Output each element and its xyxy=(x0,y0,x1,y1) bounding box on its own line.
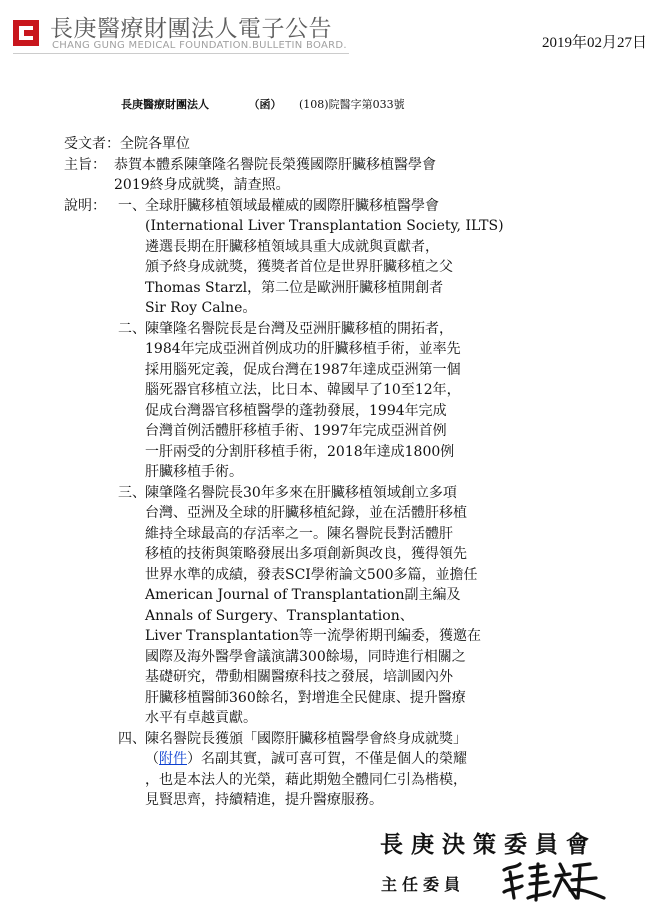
item-number: 一、 xyxy=(118,197,146,214)
item-line: 促成台灣器官移植醫學的蓬勃發展，1994年完成 xyxy=(145,402,447,419)
item-line: 全球肝臟移植領域最權威的國際肝臟移植醫學會 xyxy=(145,197,439,214)
subject-content xyxy=(114,155,534,196)
signature-committee: 長庚決策委員會 xyxy=(380,831,597,858)
item-line: 遴選長期在肝臟移植領域具重大成就與貢獻者， xyxy=(145,238,439,255)
handwritten-signature xyxy=(500,858,610,904)
subject-line: 2019終身成就獎，請查照。 xyxy=(114,177,290,193)
paren-open: （ xyxy=(145,751,159,767)
bulletin-date: 2019年02月27日 xyxy=(541,35,647,51)
recipient-value: 全院各單位 xyxy=(120,136,190,152)
item-line: 1984年完成亞洲首例成功的肝臟移植手術，並率先 xyxy=(145,341,461,357)
item-line: 陳名譽院長獲頒「國際肝臟移植醫學會終身成就獎」 xyxy=(145,730,467,747)
explanation-item-3 xyxy=(118,483,534,729)
item-line: 移植的技術與策略發展出多項創新與改良，獲得領先 xyxy=(145,546,467,562)
org-name-en: CHANG GUNG MEDICAL FOUNDATION.BULLETIN BOARD. xyxy=(52,40,347,51)
item-line: ，也是本法人的光榮，藉此期勉全體同仁引為楷模， xyxy=(145,771,467,788)
subject-row xyxy=(64,155,534,196)
item-line-with-link xyxy=(145,749,534,770)
item-line: 基礎研究，帶動相關醫療科技之發展，培訓國內外 xyxy=(145,669,453,685)
explanation-item-1 xyxy=(64,196,534,319)
item-line: 維持全球最高的存活率之一。陳名譽院長對活體肝 xyxy=(145,525,453,542)
org-name-cn: 長庚醫療財團法人電子公告 xyxy=(50,16,332,42)
item-line: 台灣首例活體肝移植手術、1997年完成亞洲首例 xyxy=(145,423,447,439)
item-line: 肝臟移植醫師360餘名，對增進全民健康、提升醫療 xyxy=(145,689,466,706)
explanation-section xyxy=(64,196,534,811)
item-line: 一肝兩受的分割肝移植手術，2018年達成1800例 xyxy=(145,443,455,460)
subject-label: 主旨： xyxy=(64,156,106,173)
item-number: 三、 xyxy=(118,484,146,501)
item-text xyxy=(145,729,534,811)
reference-number: (108)院醫字第033號 xyxy=(299,98,405,111)
signature-title: 主任委員 xyxy=(381,875,466,894)
item-line: Sir Roy Calne。 xyxy=(145,300,257,316)
subject-line: 恭賀本體系陳肇隆名譽院長榮獲國際肝臟移植醫學會 xyxy=(114,156,436,173)
reference-line xyxy=(121,96,405,112)
item-line: 見賢思齊，持續精進，提升醫療服務。 xyxy=(145,792,383,808)
explanation-item-2 xyxy=(118,319,534,483)
recipient-row xyxy=(64,134,534,155)
item-number: 四、 xyxy=(118,730,146,747)
item-line: 腦死器官移植立法，比日本、韓國早了10至12年， xyxy=(145,382,461,398)
item-line: 陳肇隆名譽院長30年多來在肝臟移植領域創立多項 xyxy=(145,484,457,501)
item-line: 國際及海外醫學會議演講300餘場，同時進行相關之 xyxy=(145,648,466,665)
item-text xyxy=(145,319,534,483)
item-text xyxy=(145,196,534,319)
bulletin-header xyxy=(0,0,669,60)
recipient-label: 受文者： xyxy=(64,136,120,152)
item-line: 台灣、亞洲及全球的肝臟移植紀錄，並在活體肝移植 xyxy=(145,505,467,521)
reference-doc-type: （函） xyxy=(248,98,282,111)
item-line: (International Liver Transplantation Society, ILTS) xyxy=(145,218,504,234)
item-line: 頒予終身成就獎，獲獎者首位是世界肝臟移植之父 xyxy=(145,259,453,275)
attachment-link[interactable]: 附件 xyxy=(159,751,187,767)
reference-org: 長庚醫療財團法人 xyxy=(121,98,209,111)
document-body xyxy=(64,134,534,811)
header-divider xyxy=(13,53,349,54)
item-line: Annals of Surgery、Transplantation、 xyxy=(145,607,414,624)
item-line: Liver Transplantation等一流學術期刊編委，獲邀在 xyxy=(145,628,482,644)
explanation-label: 說明： xyxy=(64,197,106,214)
item-line: 採用腦死定義，促成台灣在1987年達成亞洲第一個 xyxy=(145,361,461,378)
item-line: 陳肇隆名譽院長是台灣及亞洲肝臟移植的開拓者， xyxy=(145,320,453,337)
item-line: American Journal of Transplantation副主編及 xyxy=(145,587,461,603)
item-line: Thomas Starzl，第二位是歐洲肝臟移植開創者 xyxy=(145,279,444,296)
item-line-rest: ）名副其實，誠可喜可賀，不僅是個人的榮耀 xyxy=(187,751,467,767)
chang-gung-logo-icon xyxy=(13,20,39,46)
item-line: 水平有卓越貢獻。 xyxy=(145,710,257,726)
explanation-item-4 xyxy=(118,729,534,811)
item-line: 世界水準的成績，發表SCI學術論文500多篇，並擔任 xyxy=(145,566,478,583)
item-line: 肝臟移植手術。 xyxy=(145,464,243,480)
item-number: 二、 xyxy=(118,320,146,337)
item-text xyxy=(145,483,534,729)
